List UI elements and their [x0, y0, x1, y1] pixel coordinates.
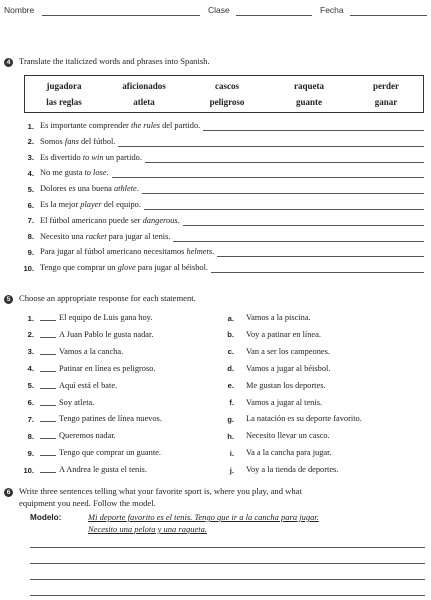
translation-item: Dolores es una buena athlete.	[40, 184, 139, 194]
answer-line[interactable]	[144, 209, 424, 210]
statement-item: El equipo de Luis gana hoy.	[40, 313, 152, 322]
response-letter: g.	[227, 414, 234, 424]
answer-line[interactable]	[118, 146, 424, 147]
response-letter: b.	[227, 330, 234, 340]
match-answer-blank[interactable]	[40, 405, 56, 406]
answer-line[interactable]	[142, 193, 424, 194]
item-number: 7.	[27, 216, 34, 226]
statement-number: 2.	[27, 330, 34, 340]
item-number: 2.	[27, 137, 34, 147]
response-option: Vamos a la piscina.	[246, 313, 311, 322]
response-letter: c.	[227, 347, 234, 357]
translation-item: Es la mejor player del equipo.	[40, 200, 141, 209]
statement-number: 1.	[27, 313, 34, 323]
statement-item: Queremos nadar.	[40, 431, 116, 440]
response-letter: j.	[229, 465, 234, 475]
word-bank-item: ganar	[374, 97, 398, 107]
response-option: Voy a la tienda de deportes.	[246, 465, 339, 475]
item-number: 1.	[27, 121, 34, 131]
clase-label: Clase	[208, 5, 230, 15]
translation-item: Para jugar al fútbol americano necesitamos helmets.	[40, 247, 215, 257]
word-bank-item: cascos	[215, 81, 239, 91]
response-letter: f.	[229, 398, 234, 407]
answer-line[interactable]	[217, 256, 424, 257]
match-answer-blank[interactable]	[40, 371, 56, 372]
writing-line[interactable]	[30, 579, 425, 580]
answer-line[interactable]	[183, 225, 424, 226]
word-bank-item: atleta	[133, 97, 155, 107]
item-number: 4.	[27, 168, 34, 178]
section-number-badge: 4	[4, 58, 13, 67]
word-bank-item: peligroso	[209, 97, 245, 107]
modelo-text-line1: Mi deporte favorito es el tenis. Tengo que ir a la cancha para jugar.	[88, 512, 319, 522]
translation-item: Somos fans del fútbol.	[40, 136, 116, 146]
name-class-date-header	[4, 5, 427, 19]
response-letter: h.	[227, 431, 234, 441]
modelo-text-line2: Necesito una pelota y una raqueta.	[88, 524, 207, 534]
statement-item: Vamos a la cancha.	[40, 347, 123, 356]
match-answer-blank[interactable]	[40, 455, 56, 456]
section-3-instruction: 6 Write three sentences telling what your favorite sport is, where you play, and what	[4, 486, 302, 497]
item-number: 10.	[23, 263, 34, 273]
match-answer-blank[interactable]	[40, 421, 56, 422]
modelo-label: Modelo:	[30, 513, 62, 522]
statement-number: 9.	[27, 448, 34, 458]
response-letter: e.	[227, 381, 234, 391]
statement-item: Tengo que comprar un guante.	[40, 448, 161, 457]
response-option: Vamos a jugar al béisbol.	[246, 363, 331, 373]
word-bank	[24, 75, 424, 113]
response-letter: i.	[229, 448, 234, 458]
writing-line[interactable]	[30, 547, 425, 548]
translation-item: Es importante comprender the rules del partido.	[40, 121, 201, 130]
word-bank-item: aficionados	[122, 81, 166, 91]
statement-item: A Juan Pablo le gusta nadar.	[40, 330, 153, 339]
statement-number: 6.	[27, 398, 34, 407]
match-answer-blank[interactable]	[40, 337, 56, 338]
writing-line[interactable]	[30, 595, 425, 596]
section-3-instruction-line2: equipment you need. Follow the model.	[19, 498, 156, 508]
item-number: 8.	[27, 232, 34, 242]
item-number: 3.	[27, 153, 34, 163]
match-answer-blank[interactable]	[40, 472, 56, 473]
statement-number: 7.	[27, 414, 34, 424]
fecha-blank[interactable]	[350, 15, 427, 16]
word-bank-item: las reglas	[46, 97, 82, 107]
answer-line[interactable]	[211, 272, 424, 273]
statement-item: Soy atleta.	[40, 398, 94, 407]
writing-line[interactable]	[30, 563, 425, 564]
match-answer-blank[interactable]	[40, 438, 56, 439]
translation-item: Tengo que comprar un glove para jugar al béisbol.	[40, 263, 209, 273]
section-1-instruction: 4 Translate the italicized words and phrases into Spanish.	[4, 56, 210, 67]
statement-number: 10.	[23, 465, 34, 475]
response-letter: d.	[227, 364, 234, 374]
answer-line[interactable]	[173, 241, 424, 242]
translation-item: No me gusta to lose.	[40, 168, 109, 178]
statement-number: 3.	[27, 347, 34, 357]
response-option: Me gustan los deportes.	[246, 380, 326, 390]
section-number-badge: 6	[4, 488, 13, 497]
translation-item: El fútbol americano puede ser dangerous.	[40, 215, 180, 225]
answer-line[interactable]	[203, 130, 424, 131]
item-number: 5.	[27, 184, 34, 194]
match-answer-blank[interactable]	[40, 354, 56, 355]
response-option: La natación es su deporte favorito.	[246, 414, 362, 424]
section-2-instruction: 5 Choose an appropriate response for each statement.	[4, 293, 196, 304]
word-bank-item: guante	[295, 97, 322, 107]
statement-number: 5.	[27, 381, 34, 391]
statement-number: 4.	[27, 364, 34, 374]
word-bank-item: raqueta	[294, 81, 324, 91]
statement-item: A Andrea le gusta el tenis.	[40, 465, 147, 474]
response-option: Necesito llevar un casco.	[246, 431, 330, 441]
section-number-badge: 5	[4, 295, 13, 304]
translation-item: Necesito una racket para jugar al tenis.	[40, 231, 171, 241]
statement-item: Patinar en línea es peligroso.	[40, 364, 156, 373]
item-number: 6.	[27, 200, 34, 210]
match-answer-blank[interactable]	[40, 320, 56, 321]
response-letter: a.	[227, 313, 234, 323]
clase-blank[interactable]	[236, 15, 312, 16]
response-option: Voy a patinar en línea.	[246, 329, 321, 339]
response-option: Vamos a jugar al tenis.	[246, 397, 323, 407]
statement-item: Aquí está el bate.	[40, 381, 117, 390]
item-number: 9.	[27, 247, 34, 257]
nombre-label: Nombre	[4, 5, 35, 15]
nombre-blank[interactable]	[42, 15, 200, 16]
word-bank-item: jugadora	[46, 81, 82, 91]
response-option: Va a la cancha para jugar.	[246, 448, 332, 458]
translation-item: Es divertido to win un partido.	[40, 152, 142, 162]
response-option: Van a ser los campeones.	[246, 346, 330, 356]
answer-line[interactable]	[145, 162, 424, 163]
statement-number: 8.	[27, 431, 34, 441]
match-answer-blank[interactable]	[40, 388, 56, 389]
fecha-label: Fecha	[320, 5, 344, 15]
word-bank-item: perder	[373, 81, 399, 91]
answer-line[interactable]	[112, 177, 424, 178]
statement-item: Tengo patines de línea nuevos.	[40, 414, 162, 423]
